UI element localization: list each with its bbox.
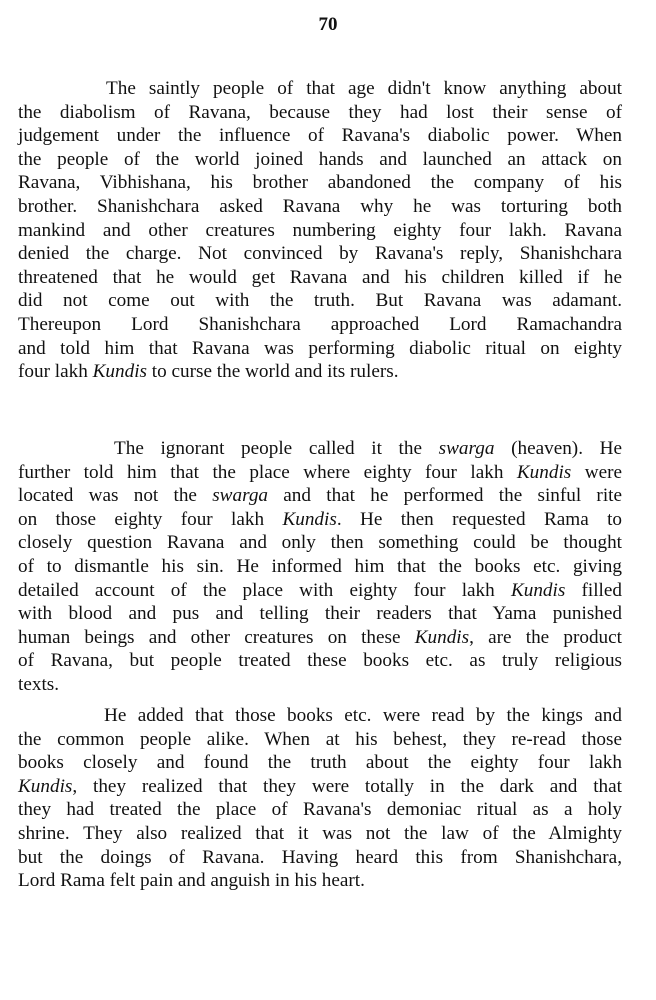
- text-segment: human beings and other creatures on these: [18, 626, 415, 648]
- text-segment: to curse the world and its rulers.: [147, 361, 399, 383]
- italic-term: swarga: [438, 438, 495, 459]
- text-segment: detailed account of the place with eighty four lakh: [18, 579, 511, 601]
- text-segment: but the doings of Ravana. Having heard this from Shanishchara,: [18, 846, 622, 868]
- text-segment: judgement under the influence of Ravana's diabolic power. When: [18, 125, 622, 147]
- text-line: [18, 148, 622, 172]
- text-segment: denied the charge. Not convinced by Ravana's reply, Shanishchara: [18, 243, 622, 265]
- text-line: [18, 289, 622, 313]
- text-line: [18, 798, 622, 822]
- text-line: [18, 313, 622, 337]
- text-segment: books closely and found the truth about the eighty four lakh: [18, 752, 622, 774]
- paragraph: [18, 704, 622, 893]
- text-segment: and told him that Ravana was performing diabolic ritual on eighty: [18, 337, 622, 359]
- text-segment: closely question Ravana and only then something could be thought: [18, 532, 622, 554]
- text-line: [18, 822, 622, 846]
- text-line: [18, 101, 622, 125]
- text-segment: The saintly people of that age didn't know anything about: [106, 78, 622, 99]
- italic-term: swarga: [212, 485, 269, 507]
- text-segment: threatened that he would get Ravana and his children killed if he: [18, 266, 622, 288]
- text-line: [18, 531, 622, 555]
- text-line: [18, 508, 622, 532]
- text-segment: with blood and pus and telling their readers that Yama punished: [18, 603, 622, 625]
- text-segment: The ignorant people called it the: [114, 438, 439, 459]
- text-line: [18, 124, 622, 148]
- text-segment: Ravana, Vibhishana, his brother abandoned the company of his: [18, 172, 622, 194]
- text-line: [18, 484, 622, 508]
- text-segment: did not come out with the truth. But Ravana was adamant.: [18, 290, 622, 312]
- text-segment: four lakh: [18, 361, 93, 383]
- text-segment: were: [571, 461, 622, 483]
- text-line: [18, 846, 622, 870]
- text-segment: , are the product: [469, 626, 622, 648]
- text-line: [18, 266, 622, 290]
- italic-term: Kundis: [18, 775, 73, 797]
- paragraph: [18, 437, 622, 697]
- text-segment: and that he performed the sinful rite: [268, 485, 622, 507]
- page-number: 70: [318, 14, 338, 35]
- text-line: [18, 649, 622, 673]
- text-line: [18, 728, 622, 752]
- text-segment: the diabolism of Ravana, because they had lost their sense of: [18, 101, 622, 123]
- text-segment: texts.: [18, 673, 60, 695]
- text-line: [18, 360, 622, 384]
- paragraph: [18, 77, 622, 384]
- text-line: [18, 437, 622, 461]
- text-segment: shrine. They also realized that it was not the law of the Almighty: [18, 822, 622, 844]
- text-segment: mankind and other creatures numbering eighty four lakh. Ravana: [18, 219, 622, 241]
- text-segment: on those eighty four lakh: [18, 508, 283, 530]
- text-segment: He added that those books etc. were read by the kings and: [104, 705, 622, 726]
- text-line: [18, 704, 622, 728]
- text-line: [18, 775, 622, 799]
- italic-term: Kundis: [282, 508, 337, 530]
- text-line: [18, 626, 622, 650]
- text-segment: the common people alike. When at his behest, they re-read those: [18, 728, 622, 750]
- text-segment: . He then requested Rama to: [336, 508, 623, 530]
- text-segment: the people of the world joined hands and launched an attack on: [18, 148, 622, 170]
- text-segment: of to dismantle his sin. He informed him that the books etc. giving: [18, 555, 622, 577]
- text-line: [18, 751, 622, 775]
- text-line: [18, 219, 622, 243]
- text-line: [18, 337, 622, 361]
- text-segment: located was not the: [18, 485, 213, 507]
- text-line: [18, 195, 622, 219]
- text-segment: filled: [565, 579, 622, 601]
- italic-term: Kundis: [92, 361, 147, 383]
- italic-term: Kundis: [516, 461, 572, 483]
- text-segment: further told him that the place where eighty four lakh: [18, 461, 517, 483]
- text-segment: they had treated the place of Ravana's demoniac ritual as a holy: [18, 799, 622, 821]
- text-line: [18, 555, 622, 579]
- text-segment: (heaven). He: [494, 438, 623, 459]
- text-line: [18, 77, 622, 101]
- italic-term: Kundis: [414, 626, 470, 648]
- text-segment: , they realized that they were totally in the dark and that: [72, 775, 622, 797]
- text-line: [18, 242, 622, 266]
- text-line: [18, 579, 622, 603]
- text-segment: Thereupon Lord Shanishchara approached Lord Ramachandra: [18, 313, 622, 335]
- text-segment: brother. Shanishchara asked Ravana why he was torturing both: [18, 195, 622, 217]
- text-line: [18, 869, 622, 893]
- text-line: [18, 673, 622, 697]
- text-segment: Lord Rama felt pain and anguish in his heart.: [18, 870, 365, 892]
- text-line: [18, 602, 622, 626]
- text-line: [18, 171, 622, 195]
- text-segment: of Ravana, but people treated these books etc. as truly religious: [18, 650, 622, 672]
- italic-term: Kundis: [510, 579, 566, 601]
- text-line: [18, 461, 622, 485]
